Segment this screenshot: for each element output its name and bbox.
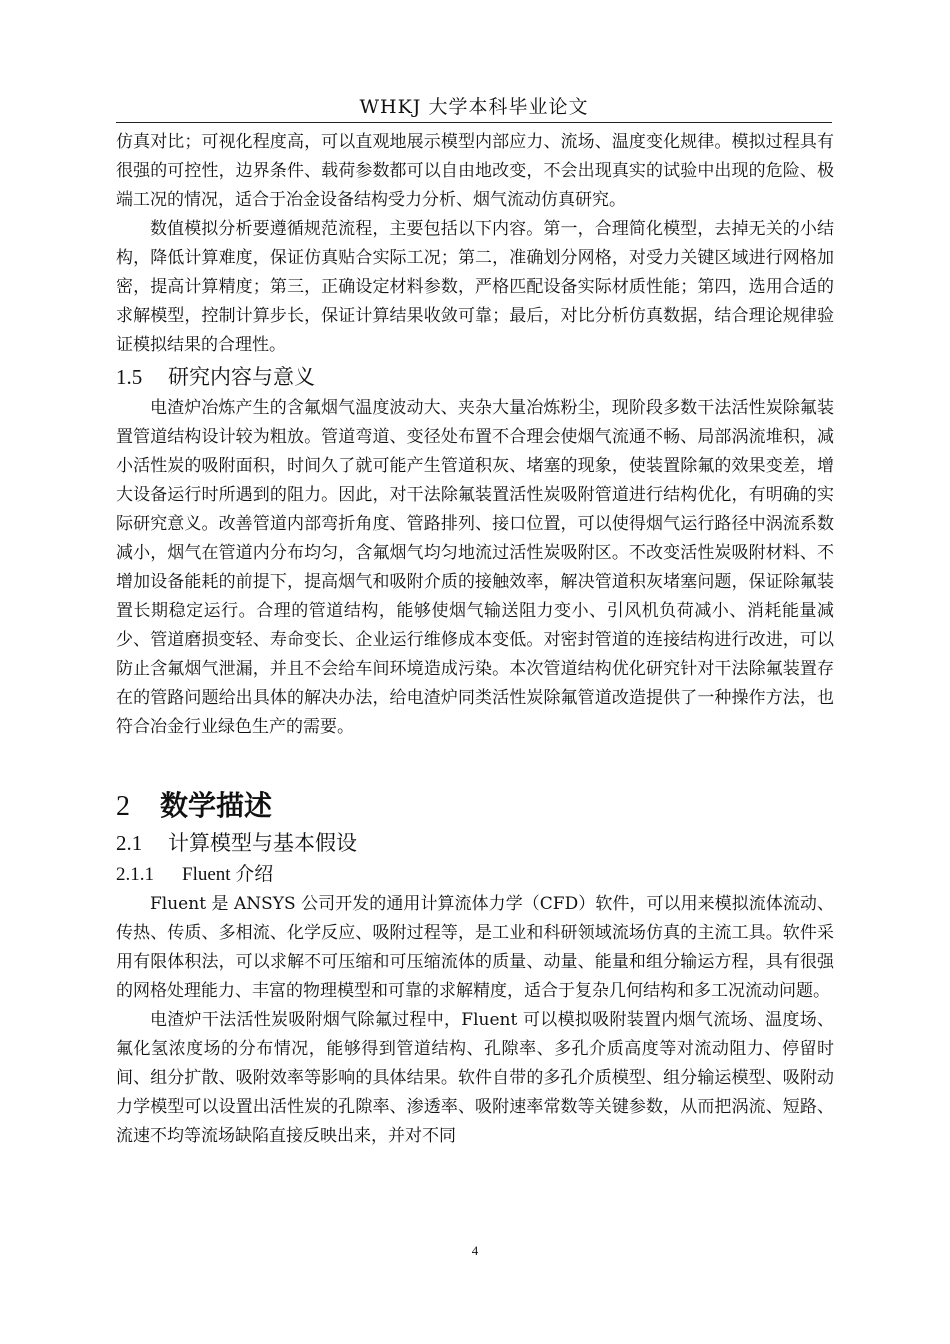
subsection-heading-2-1-1 <box>116 860 834 890</box>
chapter-heading-2 <box>116 786 834 826</box>
subsection-title: Fluent 介绍 <box>182 864 274 885</box>
paragraph-simulation-process: 数值模拟分析要遵循规范流程，主要包括以下内容。第一，合理简化模型，去掉无关的小结构，降低计算难度，保证仿真贴合实际工况；第二，准确划分网格，对受力关键区域进行网格加密，提高计算精度；第三，正确设定材料参数，严格匹配设备实际材质性能；第四，选用合适的求解模型，控制计算步长，保证计算结果收敛可靠；最后，对比分析仿真数据，结合理论规律验证模拟结果的合理性。 <box>116 219 834 355</box>
chapter-number: 2 <box>116 791 130 822</box>
paragraph-research-significance: 电渣炉冶炼产生的含氟烟气温度波动大、夹杂大量冶炼粉尘，现阶段多数干法活性炭除氟装置管道结构设计较为粗放。管道弯道、变径处布置不合理会使烟气流通不畅、局部涡流堆积，减小活性炭的吸附面积，时间久了就可能产生管道积灰、堵塞的现象，使装置除氟的效果变差，增大设备运行时所遇到的阻力。因此，对干法除氟装置活性炭吸附管道进行结构优化，有明确的实际研究意义。改善管道内部弯折角度、管路排列、接口位置，可以使得烟气运行路径中涡流系数减小，烟气在管道内分布均匀，含氟烟气均匀地流过活性炭吸附区。不改变活性炭吸附材料、不增加设备能耗的前提下，提高烟气和吸附介质的接触效率，解决管道积灰堵塞问题，保证除氟装置长期稳定运行。合理的管道结构，能够使烟气输送阻力变小、引风机负荷减小、消耗能量减少、管道磨损变轻、寿命变长、企业运行维修成本变低。对密封管道的连接结构进行改进，可以防止含氟烟气泄漏，并且不会给车间环境造成污染。本次管道结构优化研究针对干法除氟装置存在的管路问题给出具体的解决办法，给电渣炉同类活性炭除氟管道改造提供了一种操作方法，也符合冶金行业绿色生产的需要。 <box>116 398 834 737</box>
paragraph-fluent-application: 电渣炉干法活性炭吸附烟气除氟过程中，Fluent 可以模拟吸附装置内烟气流场、温度场、氟化氢浓度场的分布情况，能够得到管道结构、孔隙率、多孔介质高度等对流动阻力、停留时间、组分扩散、吸附效率等影响的具体结果。软件自带的多孔介质模型、组分输运模型、吸附动力学模型可以设置出活性炭的孔隙率、渗透率、吸附速率常数等关键参数，从而把涡流、短路、流速不均等流场缺陷直接反映出来，并对不同 <box>116 1010 834 1146</box>
section-title: 研究内容与意义 <box>168 365 315 389</box>
section-heading-1-5 <box>116 360 834 394</box>
section-number: 1.5 <box>116 365 143 389</box>
section-spacer <box>116 742 834 786</box>
section-title: 计算模型与基本假设 <box>168 831 357 855</box>
section-number: 2.1 <box>116 831 143 855</box>
chapter-title: 数学描述 <box>160 789 273 822</box>
page-body <box>116 128 834 1151</box>
paragraph-simulation-advantages: 仿真对比；可视化程度高，可以直观地展示模型内部应力、流场、温度变化规律。模拟过程具有很强的可控性，边界条件、载荷参数都可以自由地改变，不会出现真实的试验中出现的危险、极端工况的情况，适合于冶金设备结构受力分析、烟气流动仿真研究。 <box>116 132 834 210</box>
section-heading-2-1 <box>116 826 834 860</box>
subsection-number: 2.1.1 <box>116 864 154 885</box>
page-number: 4 <box>471 1243 479 1258</box>
running-header: WHKJ 大学本科毕业论文 <box>116 92 832 123</box>
paragraph-fluent-intro: Fluent 是 ANSYS 公司开发的通用计算流体力学（CFD）软件，可以用来模拟流体流动、传热、传质、多相流、化学反应、吸附过程等，是工业和科研领域流场仿真的主流工具。软件采用有限体积法，可以求解不可压缩和可压缩流体的质量、动量、能量和组分输运方程，具有很强的网格处理能力、丰富的物理模型和可靠的求解精度，适合于复杂几何结构和多工况流动问题。 <box>116 894 834 1001</box>
